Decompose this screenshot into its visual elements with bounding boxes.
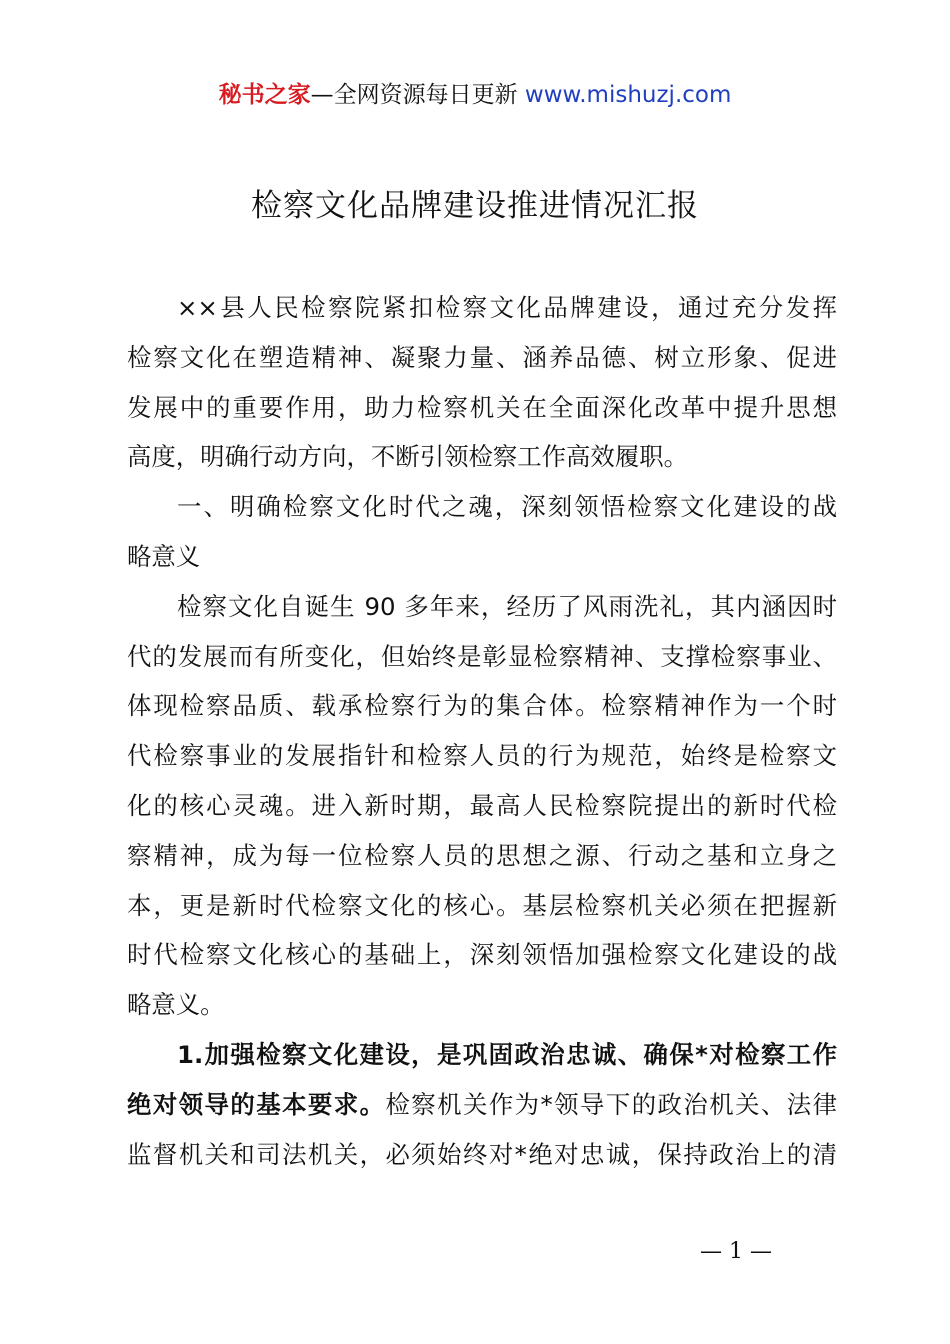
text-line: 检察文化在塑造精神、凝聚力量、涵养品德、树立形象、促进 xyxy=(127,342,837,372)
text-line: 1.加强检察文化建设，是巩固政治忠诚、确保*对检察工作 xyxy=(177,1039,837,1069)
site-brand: 秘书之家 xyxy=(218,82,311,108)
text-line: 一、明确检察文化时代之魂，深刻领悟检察文化建设的战 xyxy=(177,492,837,522)
text-line: ××县人民检察院紧扣检察文化品牌建设，通过充分发挥 xyxy=(177,293,837,322)
text-line: 察精神，成为每一位检察人员的思想之源、行动之基和立身之 xyxy=(127,840,837,870)
text-line: 化的核心灵魂。进入新时期，最高人民检察院提出的新时代检 xyxy=(127,790,837,820)
text-line: 体现检察品质、载承检察行为的集合体。检察精神作为一个时 xyxy=(127,691,837,721)
section-heading-1 xyxy=(127,482,837,582)
text-line xyxy=(127,1080,837,1130)
site-header xyxy=(0,78,950,112)
text-line: 代检察事业的发展指针和检察人员的行为规范，始终是检察文 xyxy=(127,741,837,771)
paragraph-point-1 xyxy=(127,1030,837,1179)
text-line: 略意义 xyxy=(127,541,201,571)
document-title: 检察文化品牌建设推进情况汇报 xyxy=(251,188,699,224)
paragraph-culture xyxy=(127,582,837,1030)
document-body xyxy=(127,283,837,1179)
text-run: 检察机关作为*领导下的政治机关、法律 xyxy=(385,1089,837,1119)
page-number: — 1 — xyxy=(700,1239,772,1264)
text-line: 高度，明确行动方向，不断引领检察工作高效履职。 xyxy=(127,442,688,472)
text-line: 发展中的重要作用，助力检察机关在全面深化改革中提升思想 xyxy=(127,392,837,422)
bold-lead: 绝对领导的基本要求。 xyxy=(127,1089,386,1119)
text-line: 代的发展而有所变化，但始终是彰显检察精神、支撑检察事业、 xyxy=(127,641,837,671)
text-line: 本，更是新时代检察文化的核心。基层检察机关必须在把握新 xyxy=(127,890,837,920)
text-line: 监督机关和司法机关，必须始终对*绝对忠诚，保持政治上的清 xyxy=(127,1139,837,1169)
paragraph-intro xyxy=(127,283,837,482)
text-line: 略意义。 xyxy=(127,990,225,1020)
text-line: 时代检察文化核心的基础上，深刻领悟加强检察文化建设的战 xyxy=(127,940,837,970)
text-line: 检察文化自诞生 90 多年来，经历了风雨洗礼，其内涵因时 xyxy=(177,591,837,621)
site-slogan: —全网资源每日更新 xyxy=(310,82,525,108)
site-url-link[interactable]: www.mishuzj.com xyxy=(524,82,732,108)
